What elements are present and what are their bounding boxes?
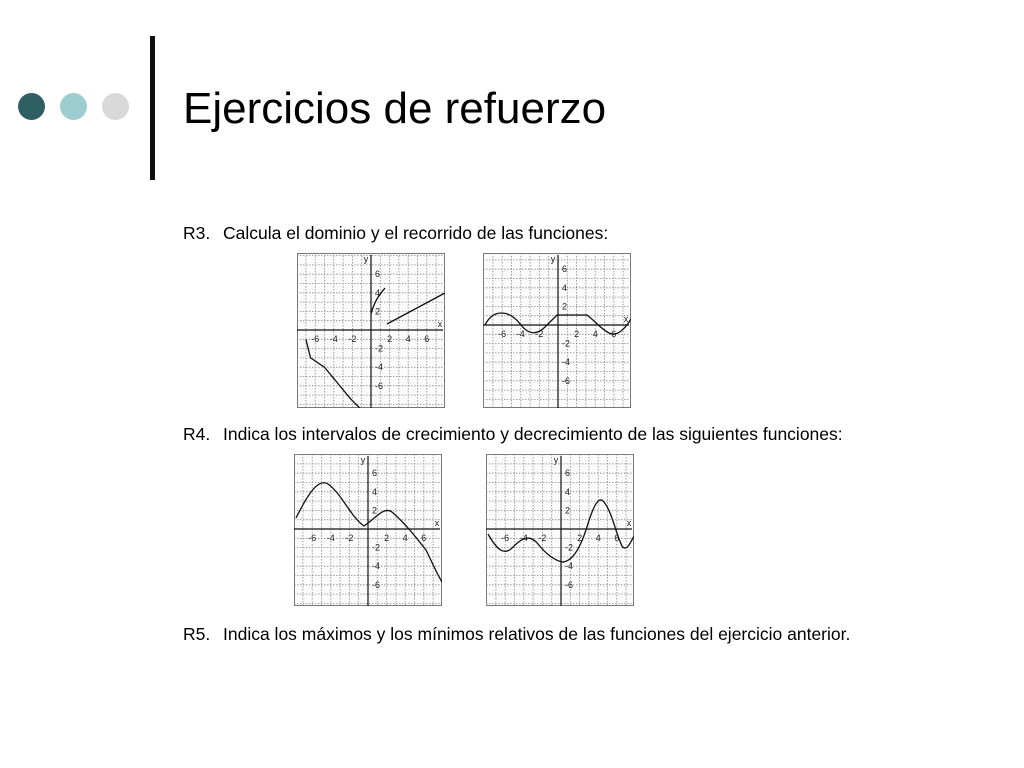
x-axis-label: x	[626, 518, 632, 528]
y-tick-label: 4	[372, 486, 378, 497]
exercise-r5	[183, 623, 850, 645]
y-axis-label: y	[553, 455, 559, 465]
x-tick-label: 6	[424, 334, 430, 344]
y-tick-label: 2	[372, 505, 378, 516]
exercise-number: R3.	[183, 223, 211, 243]
y-tick-label: -6	[375, 380, 384, 391]
y-tick-label: -4	[372, 561, 381, 572]
x-tick-label: 6	[421, 533, 427, 543]
y-tick-label: 4	[565, 486, 571, 497]
y-axis-label: y	[363, 254, 369, 264]
x-tick-label: -4	[516, 329, 525, 339]
x-tick-label: 6	[614, 533, 620, 543]
x-axis-label: x	[623, 314, 629, 324]
x-axis-label: x	[437, 319, 443, 329]
x-tick-label: 2	[574, 329, 580, 339]
x-tick-label: 4	[592, 329, 598, 339]
graph-r3-b	[483, 253, 631, 408]
x-tick-label: 4	[405, 334, 411, 344]
exercise-number: R5.	[183, 624, 211, 644]
y-tick-label: -2	[375, 343, 384, 354]
y-tick-label: 2	[565, 505, 571, 516]
x-tick-label: 6	[611, 329, 617, 339]
y-tick-label: -6	[562, 375, 571, 386]
exercise-r3	[183, 222, 608, 244]
y-tick-label: -4	[562, 357, 571, 368]
x-tick-label: 4	[402, 533, 408, 543]
x-tick-label: -6	[501, 533, 510, 543]
x-tick-label: -4	[329, 334, 338, 344]
x-tick-label: -2	[535, 329, 544, 339]
graph-r3-a	[297, 253, 445, 408]
slide-title: Ejercicios de refuerzo	[183, 84, 607, 133]
y-tick-label: 6	[565, 468, 571, 479]
decor-dot-gray	[102, 93, 129, 120]
x-tick-label: -4	[519, 533, 528, 543]
y-tick-label: 6	[375, 269, 381, 280]
x-tick-label: 4	[595, 533, 601, 543]
x-tick-label: -2	[348, 334, 357, 344]
decor-dot-teal	[60, 93, 87, 120]
x-tick-label: -2	[345, 533, 354, 543]
graph-r4-a	[294, 454, 442, 606]
y-tick-label: 6	[562, 264, 568, 275]
title-divider	[150, 36, 155, 180]
y-tick-label: -2	[372, 542, 381, 553]
exercise-text: Indica los máximos y los mínimos relativos de las funciones del ejercicio anterior.	[223, 624, 851, 644]
x-tick-label: 2	[577, 533, 583, 543]
x-tick-label: -2	[538, 533, 547, 543]
graph-frame	[487, 455, 634, 606]
y-tick-label: -4	[375, 362, 384, 373]
graph-r4-b	[486, 454, 634, 606]
x-tick-label: -4	[326, 533, 335, 543]
x-tick-label: -6	[498, 329, 507, 339]
decor-dot-dark	[18, 93, 45, 120]
y-tick-label: -2	[562, 338, 571, 349]
x-tick-label: 2	[384, 533, 390, 543]
y-tick-label: 4	[562, 282, 568, 293]
exercise-text: Calcula el dominio y el recorrido de las funciones:	[223, 223, 609, 243]
y-tick-label: 6	[372, 468, 378, 479]
y-tick-label: -4	[565, 561, 574, 572]
y-tick-label: 4	[375, 287, 381, 298]
y-axis-label: y	[360, 455, 366, 465]
y-axis-label: y	[550, 254, 556, 264]
y-tick-label: -6	[565, 579, 574, 590]
y-tick-label: 2	[375, 306, 381, 317]
y-tick-label: -2	[565, 542, 574, 553]
exercise-text: Indica los intervalos de crecimiento y decrecimiento de las siguientes funciones:	[223, 424, 843, 444]
y-tick-label: -6	[372, 579, 381, 590]
x-axis-label: x	[434, 518, 440, 528]
x-tick-label: 2	[387, 334, 393, 344]
exercise-number: R4.	[183, 424, 211, 444]
y-tick-label: 2	[562, 301, 568, 312]
exercise-r4	[183, 423, 843, 445]
x-tick-label: -6	[308, 533, 317, 543]
x-tick-label: -6	[311, 334, 320, 344]
